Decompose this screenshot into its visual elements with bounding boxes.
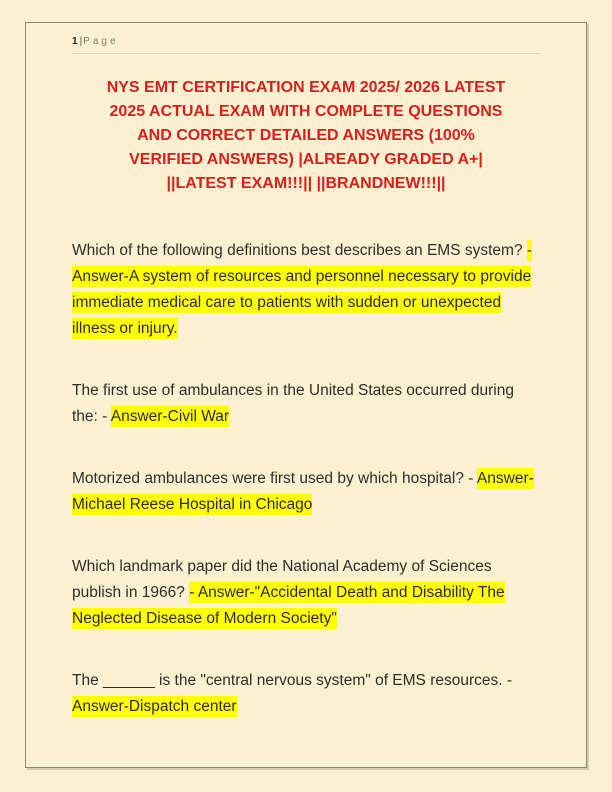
page-header-label: Page — [83, 36, 119, 47]
title-line-5: ||LATEST EXAM!!!|| ||BRANDNEW!!!|| — [166, 175, 446, 192]
title-line-1: NYS EMT CERTIFICATION EXAM 2025/ 2026 LATEST — [106, 79, 506, 96]
answer-highlight: Answer-Dispatch center — [72, 698, 237, 715]
question-text: The ______ is the "central nervous system" of EMS resources. - — [72, 672, 513, 689]
qa-item-5 — [72, 668, 540, 720]
page-number: 1 — [72, 36, 79, 47]
question-text: The first use of ambulances in the United States occurred during the: - — [72, 382, 514, 425]
qa-item-1 — [72, 238, 540, 342]
document-page — [25, 22, 587, 768]
question-text: Which of the following definitions best describes an EMS system? — [72, 242, 527, 259]
answer-highlight: - Answer-"Accidental Death and Disability The Neglected Disease of Modern Society" — [72, 584, 505, 627]
title-line-4: VERIFIED ANSWERS) |ALREADY GRADED A+| — [129, 151, 483, 168]
qa-item-2 — [72, 378, 540, 430]
answer-highlight: - Answer-A system of resources and personnel necessary to provide immediate medical care to patients with sudden or unexpected illness or injury. — [72, 242, 533, 337]
page-header — [72, 35, 540, 54]
question-text: Motorized ambulances were first used by which hospital? - — [72, 470, 477, 487]
answer-highlight: Answer-Michael Reese Hospital in Chicago — [72, 470, 534, 513]
qa-item-4 — [72, 554, 540, 632]
title-line-3: AND CORRECT DETAILED ANSWERS (100% — [137, 127, 475, 144]
title-line-2: 2025 ACTUAL EXAM WITH COMPLETE QUESTIONS — [109, 103, 503, 120]
question-text: Which landmark paper did the National Academy of Sciences publish in 1966? — [72, 558, 492, 601]
page-header-separator: | — [79, 36, 83, 47]
qa-item-3 — [72, 466, 540, 518]
answer-highlight: Answer-Civil War — [110, 408, 230, 425]
document-title — [72, 76, 540, 196]
